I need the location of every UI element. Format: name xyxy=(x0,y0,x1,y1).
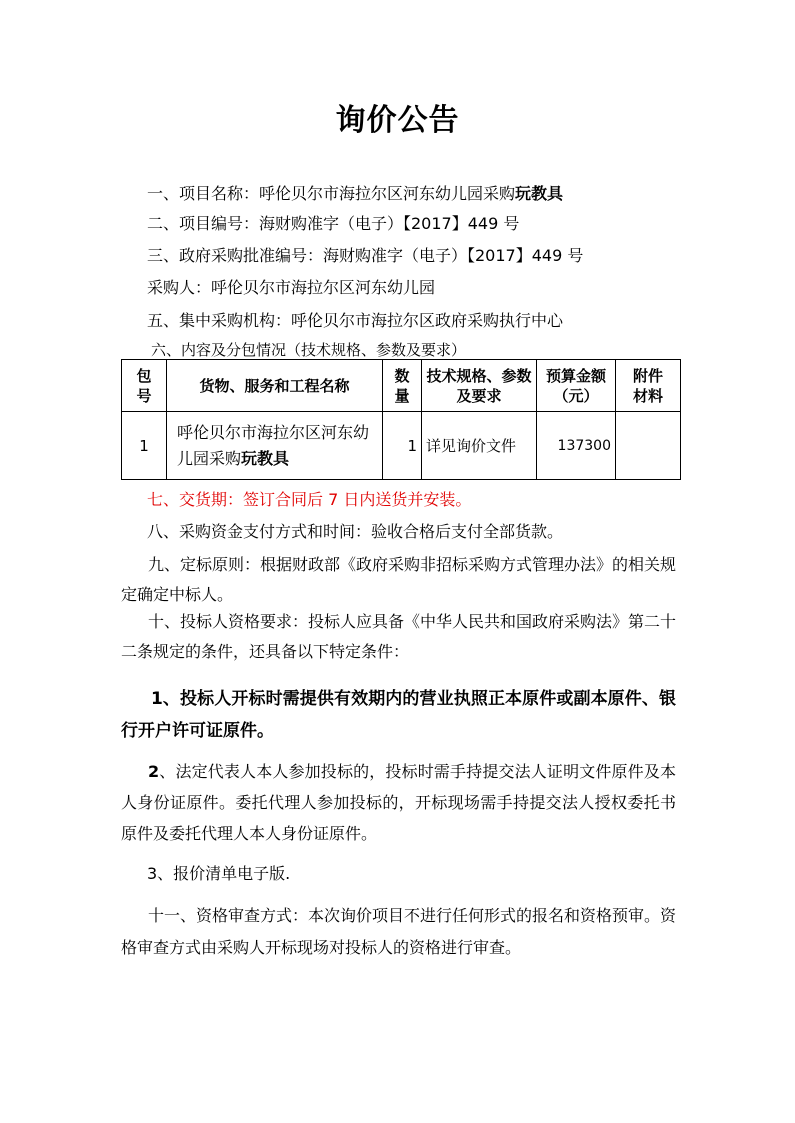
project-number-line: 二、项目编号：海财购准字（电子）【2017】449 号 xyxy=(147,214,520,233)
project-name-value-bold: 玩教具 xyxy=(515,184,564,203)
condition-2-text: 、法定代表人本人参加投标的，投标时需手持提交法人证明文件原件及本人身份证原件。委托代理人参加投标的，开标现场需手持提交法人授权委托书原件及委托代理人本人身份证原件。 xyxy=(121,762,676,843)
cell-spec: 详见询价文件 xyxy=(422,412,537,480)
content-package-heading: 六、内容及分包情况（技术规格、参数及要求） xyxy=(151,341,467,359)
cell-package: 1 xyxy=(122,412,167,480)
cell-name xyxy=(167,412,383,480)
package-table xyxy=(121,359,681,480)
condition-1-paragraph: 1、投标人开标时需提供有效期内的营业执照正本原件或副本原件、银行开户许可证原件。 xyxy=(121,689,676,741)
project-name-line xyxy=(147,184,563,204)
col-header-spec: 技术规格、参数及要求 xyxy=(422,360,537,412)
col-header-quantity: 数量 xyxy=(383,360,422,412)
procurement-agency-line: 五、集中采购机构：呼伦贝尔市海拉尔区政府采购执行中心 xyxy=(147,311,564,330)
project-name-label: 一、项目名称： xyxy=(147,184,260,203)
qualification-paragraph: 十、投标人资格要求：投标人应具备《中华人民共和国政府采购法》第二十二条规定的条件，还具备以下特定条件： xyxy=(121,612,677,661)
col-header-attachment: 附件材料 xyxy=(616,360,681,412)
col-header-budget: 预算金额（元） xyxy=(537,360,616,412)
project-name-value: 呼伦贝尔市海拉尔区河东幼儿园采购 xyxy=(259,184,516,203)
table-row xyxy=(122,412,681,480)
cell-name-bold: 玩教具 xyxy=(241,448,290,468)
table-header-row xyxy=(122,360,681,412)
delivery-line: 七、交货期：签订合同后 7 日内送货并安装。 xyxy=(147,490,472,509)
award-principle-paragraph: 九、定标原则：根据财政部《政府采购非招标采购方式管理办法》的相关规定确定中标人。 xyxy=(121,555,677,604)
condition-2-number: 2 xyxy=(148,762,160,781)
review-method-paragraph: 十一、资格审查方式：本次询价项目不进行任何形式的报名和资格预审。资格审查方式由采购人开标现场对投标人的资格进行审查。 xyxy=(121,906,677,957)
approval-number-line: 三、政府采购批准编号：海财购准字（电子）【2017】449 号 xyxy=(147,246,584,265)
condition-3-line: 3、报价清单电子版. xyxy=(147,864,291,883)
purchaser-line: 采购人：呼伦贝尔市海拉尔区河东幼儿园 xyxy=(147,278,436,297)
cell-attachment xyxy=(616,412,681,480)
cell-quantity: 1 xyxy=(383,412,422,480)
col-header-name: 货物、服务和工程名称 xyxy=(167,360,383,412)
cell-budget: 137300 xyxy=(537,412,616,480)
page-title: 询价公告 xyxy=(335,103,460,138)
col-header-package: 包号 xyxy=(122,360,167,412)
payment-line: 八、采购资金支付方式和时间：验收合格后支付全部货款。 xyxy=(147,522,564,541)
condition-2-paragraph xyxy=(121,756,676,849)
cell-name-text: 呼伦贝尔市海拉尔区河东幼儿园采购 xyxy=(177,422,370,468)
